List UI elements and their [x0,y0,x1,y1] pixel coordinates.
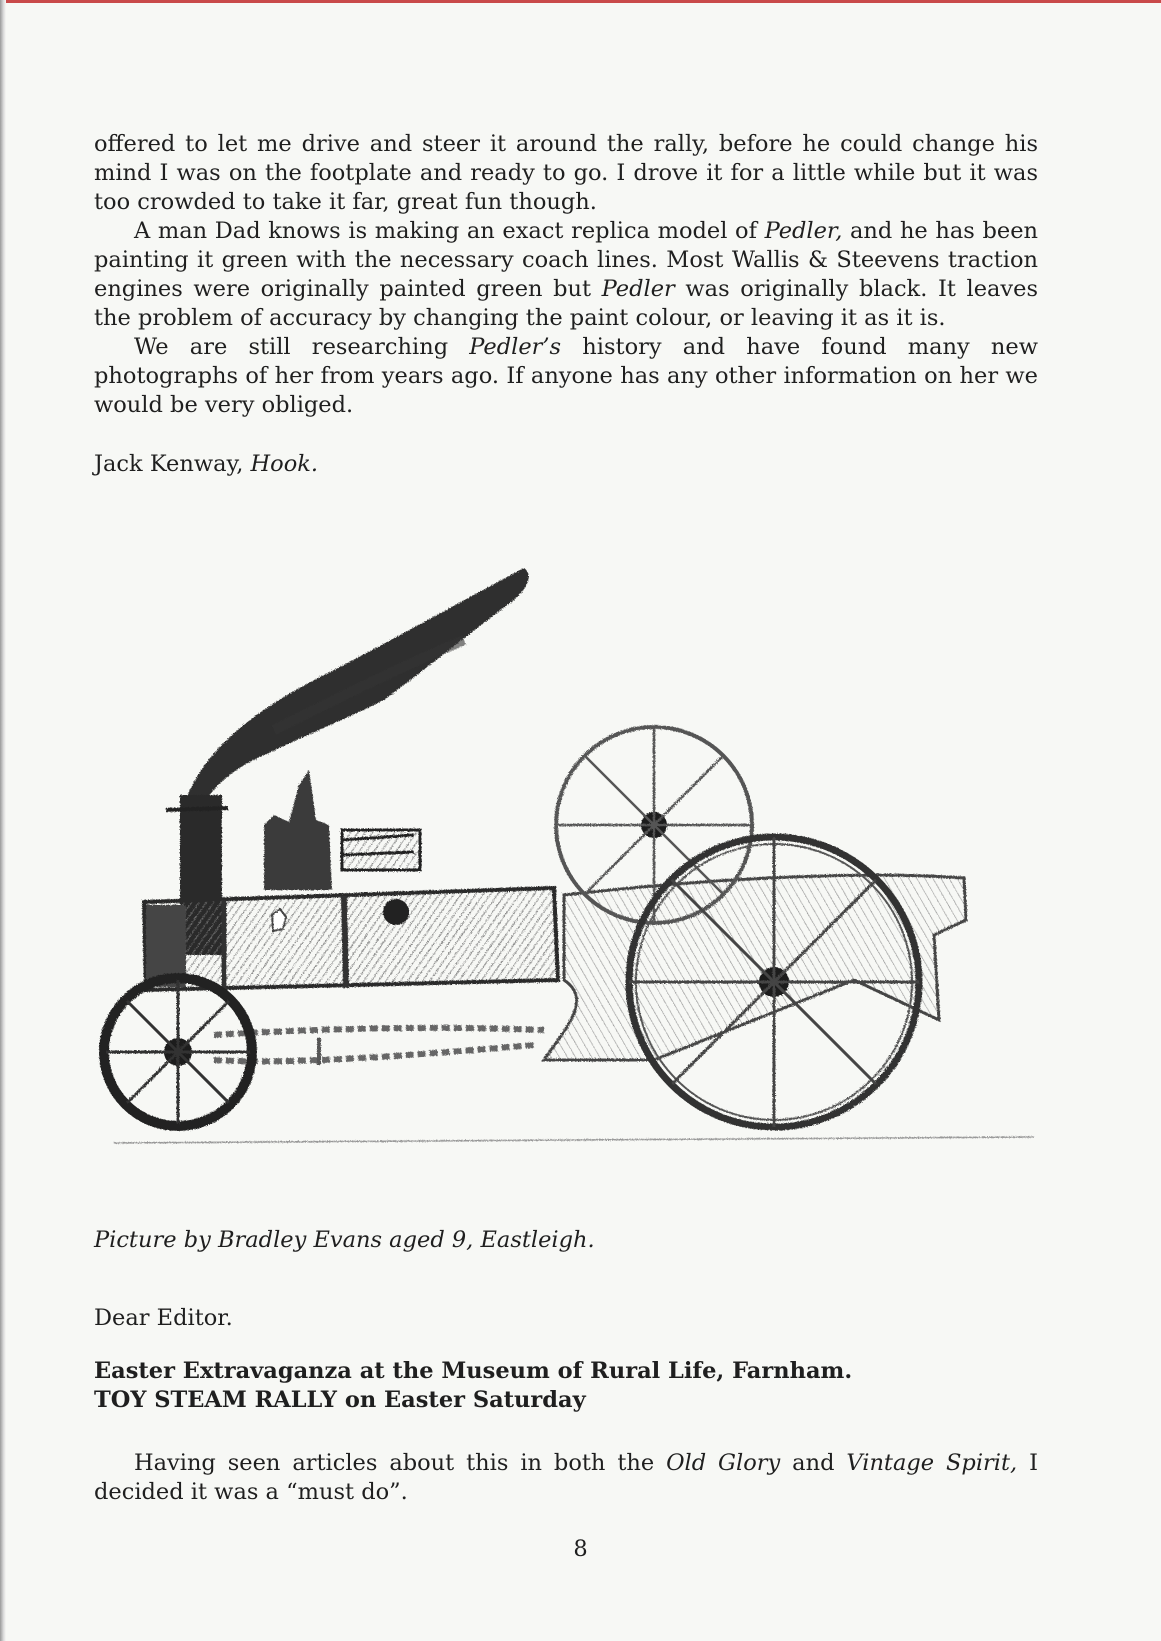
drive-chain [214,1028,544,1035]
article-signature: Jack Kenway, Hook. [94,451,319,477]
traction-engine-drawing [94,560,1044,1210]
page-binding-edge [0,0,6,1641]
cab-posts [264,770,332,890]
article-body [94,130,1038,479]
article-paragraph-1: offered to let me drive and steer it around the rally, before he could change his mind I was on the footplate and ready to go. I drove it for a little while but it was too crowded to take it far, great fun though. [94,131,1038,215]
ground-line [114,1137,1034,1143]
illustration-caption: Picture by Bradley Evans aged 9, Eastleigh. [94,1227,595,1253]
letter-paragraph: Having seen articles about this in both the Old Glory and Vintage Spirit, I decided it was a “must do”. [94,1450,1038,1505]
boiler-body [144,888,558,990]
large-rear-wheel [629,837,919,1127]
upper-back-wheel [556,727,752,923]
headline-line-2: TOY STEAM RALLY on Easter Saturday [94,1387,586,1413]
article-paragraph-3: We are still researching Pedler’s history and have found many new photographs of her from years ago. If anyone has any other information on her we would be very obliged. [94,334,1038,418]
page-top-edge [0,0,1161,3]
letter-headline [94,1357,852,1415]
letter-salutation: Dear Editor. [94,1305,233,1331]
letter-body [94,1449,1038,1507]
headline-line-1: Easter Extravaganza at the Museum of Rural Life, Farnham. [94,1358,853,1384]
page-number: 8 [573,1536,588,1562]
article-paragraph-2: A man Dad knows is making an exact replica model of Pedler, and he has been painting it green with the necessary coach lines. Most Wallis & Steevens traction engines were originally painted green but Pedler was originally black. It leaves the problem of accuracy by changing the paint colour, or leaving it as it is. [94,218,1038,331]
front-wheel [104,978,252,1126]
